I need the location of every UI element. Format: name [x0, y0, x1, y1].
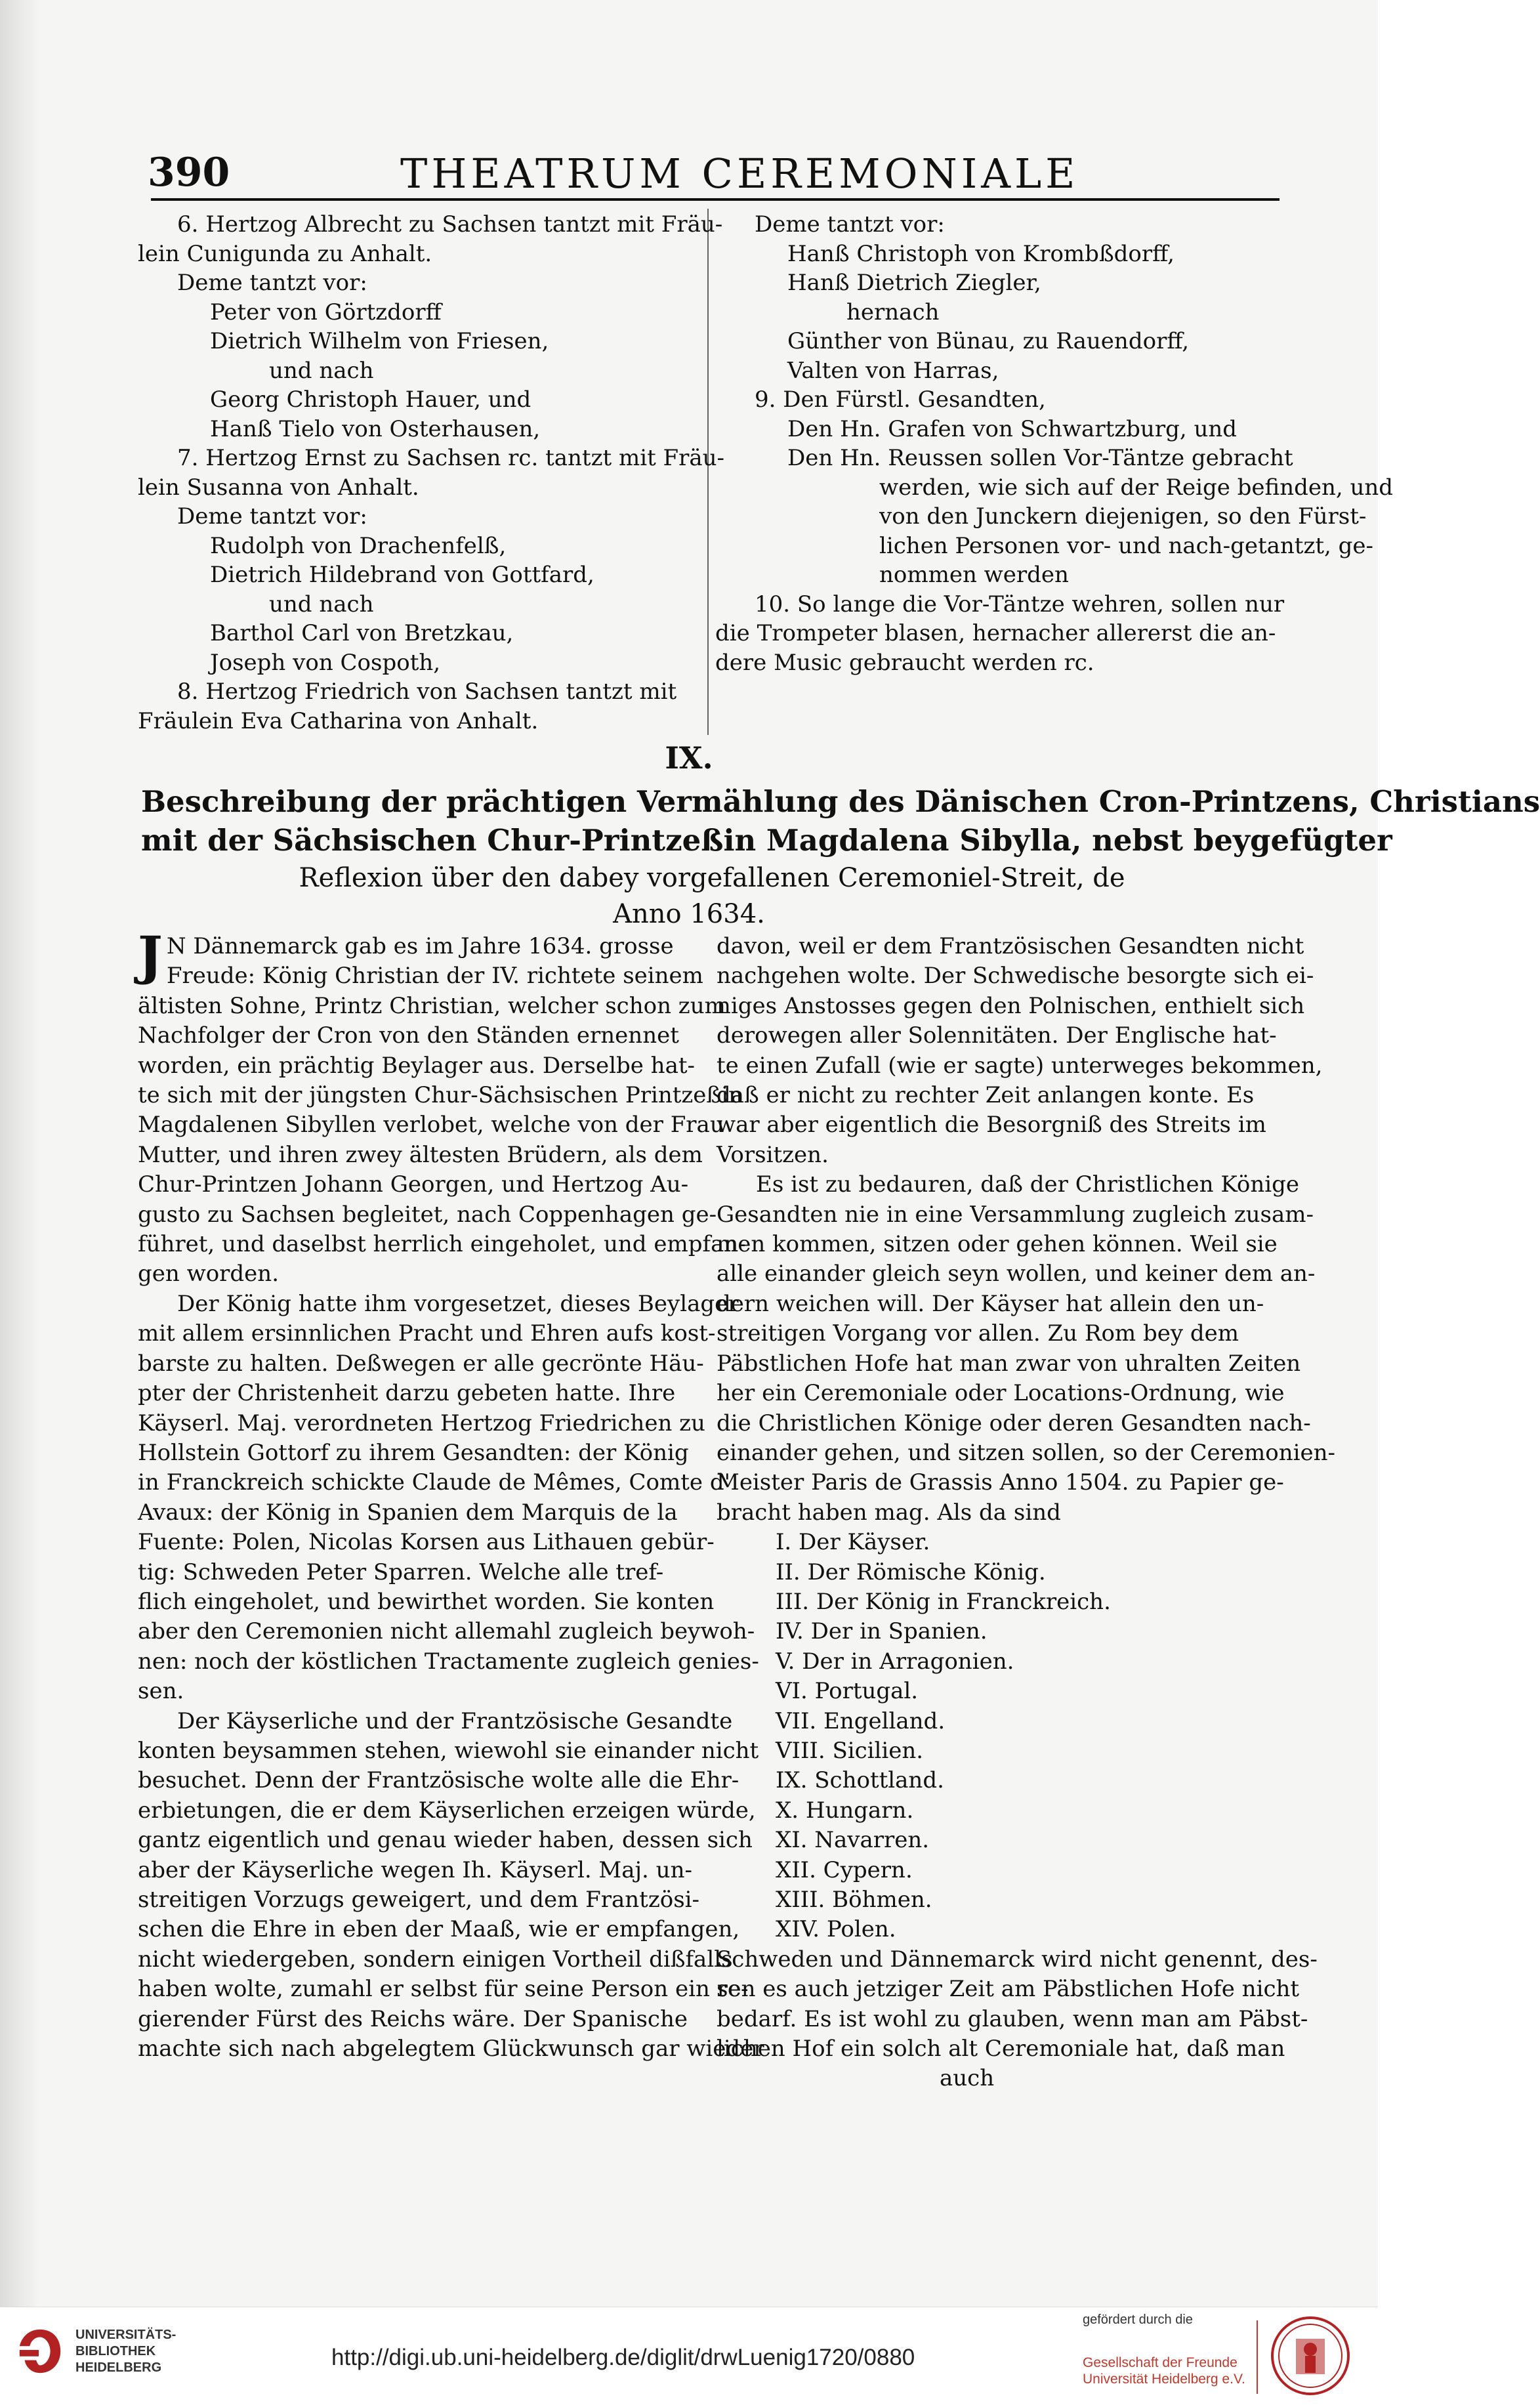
- text-line-content: von den Junckern diejenigen, so den Fürst-: [879, 503, 1367, 530]
- text-line: [138, 1349, 709, 1379]
- text-line: [717, 1528, 1286, 1557]
- text-line: [717, 1796, 1286, 1826]
- text-line: [717, 2034, 1286, 2064]
- text-line: [717, 1677, 1286, 1706]
- text-line: [715, 210, 1280, 240]
- text-line: [138, 298, 702, 327]
- text-line: [138, 1051, 709, 1081]
- text-line-content: bracht haben mag. Als da sind: [717, 1499, 1061, 1526]
- text-line-content: Avaux: der König in Spanien dem Marquis de la: [138, 1499, 678, 1526]
- text-line-content: men kommen, sitzen oder gehen können. Weil sie: [717, 1231, 1278, 1258]
- sponsor-label: gefördert durch die: [1083, 2313, 1193, 2327]
- text-line: [715, 385, 1280, 415]
- text-line: [715, 532, 1374, 561]
- text-line-content: Fuente: Polen, Nicolas Korsen aus Lithauen gebür-: [138, 1529, 715, 1556]
- text-line-content: Der König hatte ihm vorgesetzet, dieses Beylager: [177, 1290, 739, 1317]
- text-line: [717, 1468, 1286, 1497]
- text-line-content: XI. Navarren.: [776, 1827, 930, 1854]
- right-column-dance-list: [715, 210, 1394, 677]
- text-line: [717, 1081, 1286, 1110]
- library-name-line: BIBLIOTHEK: [75, 2344, 156, 2358]
- text-line-content: Günther von Bünau, zu Rauendorff,: [787, 328, 1190, 354]
- text-line: [138, 1826, 753, 1855]
- text-line: [715, 560, 1280, 590]
- text-line-content: mit allem ersinnlichen Pracht und Ehren aufs kost-: [138, 1320, 716, 1347]
- drop-cap: J: [138, 925, 163, 986]
- text-line: [717, 1230, 1286, 1259]
- text-line: [138, 961, 709, 991]
- text-line-content: tig: Schweden Peter Sparren. Welche alle tref-: [138, 1559, 664, 1585]
- text-line: [138, 1289, 739, 1319]
- text-line-content: VI. Portugal.: [776, 1678, 919, 1705]
- text-line: [715, 240, 1280, 269]
- text-line-content: Gesandten nie in eine Versammlung zugleich zusam-: [717, 1201, 1314, 1228]
- text-line-content: Hanß Dietrich Ziegler,: [787, 270, 1041, 296]
- text-line: [138, 1647, 759, 1677]
- text-line: [138, 1558, 709, 1587]
- text-line-content: gen worden.: [138, 1261, 280, 1287]
- text-line: [138, 1677, 709, 1706]
- page-number: 390: [148, 150, 230, 196]
- text-line: [717, 1200, 1314, 1230]
- text-line-content: VII. Engelland.: [776, 1707, 946, 1734]
- text-line-content: V. Der in Arragonien.: [776, 1648, 1014, 1675]
- section-number: IX.: [665, 740, 713, 776]
- text-line: [717, 1856, 1286, 1885]
- text-line-content: 8. Hertzog Friedrich von Sachsen tantzt mit: [177, 679, 677, 705]
- text-line-content: niges Anstosses gegen den Polnischen, enthielt sich: [717, 992, 1305, 1019]
- text-line: [138, 240, 702, 269]
- text-line-content: Dietrich Wilhelm von Friesen,: [210, 328, 549, 354]
- text-line: [717, 961, 1314, 991]
- library-name: [75, 2327, 176, 2376]
- text-line: [138, 2005, 709, 2034]
- text-line-content: werden, wie sich auf der Reige befinden, und: [879, 474, 1394, 501]
- text-line: [138, 1230, 746, 1259]
- text-line-content: 9. Den Fürstl. Gesandten,: [755, 387, 1046, 413]
- text-line: [717, 932, 1304, 961]
- text-line: [715, 473, 1394, 503]
- text-line: [138, 1498, 709, 1528]
- text-line-content: Fräulein Eva Catharina von Anhalt.: [138, 707, 539, 734]
- text-line: [715, 356, 1280, 386]
- text-line: [138, 619, 702, 648]
- text-line: [717, 1110, 1286, 1140]
- text-line-content: te sich mit der jüngsten Chur-Sächsischen Printzeßin: [138, 1082, 743, 1109]
- text-line-content: II. Der Römische König.: [776, 1559, 1046, 1585]
- text-line-content: bedarf. Es ist wohl zu glauben, wenn man am Päbst-: [717, 2005, 1308, 2032]
- text-line: [138, 677, 702, 707]
- text-line-content: VIII. Sicilien.: [776, 1737, 924, 1764]
- text-line-content: Den Hn. Reussen sollen Vor-Täntze gebracht: [787, 445, 1293, 471]
- text-line-content: lichen Hof ein solch alt Ceremoniale hat, daß man: [717, 2036, 1285, 2062]
- text-line-content: hernach: [846, 299, 940, 325]
- text-line-content: Käyserl. Maj. verordneten Hertzog Friedrichen zu: [138, 1410, 705, 1436]
- text-line: [717, 1885, 1286, 1915]
- text-line: [138, 415, 702, 444]
- text-line-content: XIV. Polen.: [776, 1916, 896, 1943]
- text-line-content: dere Music gebraucht werden rc.: [715, 649, 1094, 676]
- text-line-content: die Trompeter blasen, hernacher allererst die an-: [715, 620, 1276, 646]
- text-line-content: Päbstlichen Hofe hat man zwar von uhralten Zeiten: [717, 1350, 1301, 1377]
- text-line: [715, 327, 1280, 356]
- text-line: [717, 1707, 1286, 1736]
- text-line-content: Schweden und Dännemarck wird nicht genennt, des-: [717, 1946, 1318, 1973]
- text-line-content: 10. So lange die Vor-Täntze wehren, sollen nur: [755, 591, 1285, 617]
- text-line-content: Peter von Görtzdorff: [210, 299, 442, 325]
- text-line-content: und nach: [269, 591, 374, 617]
- text-line: [138, 356, 702, 386]
- text-line: [715, 268, 1280, 298]
- text-line-content: N Dännemarck gab es im Jahre 1634. grosse: [166, 933, 674, 959]
- text-line: [717, 1826, 1286, 1855]
- text-line-content: war aber eigentlich die Besorgniß des Streits im: [717, 1112, 1266, 1139]
- text-line-content: Hollstein Gottorf zu ihrem Gesandten: der König: [138, 1439, 689, 1466]
- text-line-content: Dietrich Hildebrand von Gottfard,: [210, 562, 594, 588]
- text-line: [717, 1379, 1286, 1408]
- text-line-content: lein Susanna von Anhalt.: [138, 474, 419, 501]
- text-line: [138, 1528, 715, 1557]
- text-line-content: alle einander gleich seyn wollen, und keiner dem an-: [717, 1261, 1316, 1287]
- text-line: [138, 1200, 717, 1230]
- text-line: [717, 1051, 1323, 1081]
- text-line: [717, 992, 1305, 1021]
- text-line: [138, 1170, 709, 1200]
- page-header: [148, 150, 1278, 202]
- text-line: [717, 1975, 1300, 2004]
- text-line: [138, 532, 702, 561]
- text-line-content: lichen Personen vor- und nach-getantzt, ge-: [879, 532, 1374, 559]
- text-line-content: I. Der Käyser.: [776, 1529, 930, 1556]
- text-line: [138, 648, 702, 678]
- right-column-body-text: [717, 932, 1335, 2094]
- text-line: [138, 1885, 709, 1915]
- text-line: [717, 1170, 1299, 1200]
- text-line: [715, 648, 1280, 678]
- text-line: [717, 1409, 1311, 1438]
- text-line-content: te einen Zufall (wie er sagte) unterweges bekommen,: [717, 1052, 1323, 1079]
- library-name-line: UNIVERSITÄTS-: [75, 2328, 177, 2342]
- text-line: [138, 1141, 709, 1170]
- text-line: [717, 2064, 1286, 2093]
- text-line: [717, 1558, 1286, 1587]
- text-line-content: haben wolte, zumahl er selbst für seine Person ein re-: [138, 1976, 749, 2003]
- text-line-content: gierender Fürst des Reichs wäre. Der Spanische: [138, 2005, 688, 2032]
- text-line: [138, 560, 702, 590]
- section-title-line: mit der Sächsischen Chur-Printzeßin Magdalena Sibylla, nebst beygefügter: [141, 823, 1392, 858]
- text-line-content: worden, ein prächtig Beylager aus. Derselbe hat-: [138, 1052, 695, 1079]
- text-line: [138, 444, 725, 473]
- text-line: [717, 1766, 1286, 1795]
- text-line: [138, 1438, 709, 1468]
- text-line: [138, 1736, 759, 1766]
- text-line-content: XIII. Böhmen.: [776, 1887, 932, 1913]
- text-line-content: Barthol Carl von Bretzkau,: [210, 620, 514, 646]
- university-library-logo-icon: [14, 2326, 66, 2377]
- text-line-content: nachgehen wolte. Der Schwedische besorgte sich ei-: [717, 963, 1314, 990]
- text-line-content: aber den Ceremonien nicht allemahl zugleich beywoh-: [138, 1618, 755, 1645]
- text-line: [138, 385, 702, 415]
- university-seal-icon: [1270, 2315, 1351, 2397]
- text-line: [717, 1647, 1286, 1677]
- text-line: [138, 1259, 709, 1289]
- text-line: [717, 1259, 1316, 1289]
- text-line-content: Hanß Tielo von Osterhausen,: [210, 415, 541, 442]
- text-line-content: nicht wiedergeben, sondern einigen Vortheil dißfalls: [138, 1946, 733, 1973]
- section-year: Anno 1634.: [613, 899, 765, 929]
- text-line-content: pter der Christenheit darzu gebeten hatte. Ihre: [138, 1380, 676, 1407]
- text-line: [138, 1766, 739, 1795]
- text-line: [138, 590, 702, 619]
- text-line: [138, 1587, 715, 1617]
- text-line: [717, 1945, 1318, 1975]
- text-line-content: Mutter, und ihren zwey ältesten Brüdern, als dem: [138, 1141, 703, 1168]
- text-line: [717, 1915, 1286, 1944]
- text-line-content: Der Käyserliche und der Frantzösische Gesandte: [177, 1707, 733, 1734]
- section-title-line: Beschreibung der prächtigen Vermählung des Dänischen Cron-Printzens, Christians: [141, 784, 1540, 819]
- text-line-content: III. Der König in Franckreich.: [776, 1588, 1111, 1615]
- text-line-content: Georg Christoph Hauer, und: [210, 387, 531, 413]
- text-line-content: derowegen aller Solennitäten. Der Englische hat-: [717, 1022, 1277, 1049]
- text-line-content: besuchet. Denn der Frantzösische wolte alle die Ehr-: [138, 1767, 739, 1794]
- text-line: [715, 298, 1280, 327]
- text-line-content: konten beysammen stehen, wiewohl sie einander nicht: [138, 1737, 759, 1764]
- sponsor-name: [1083, 2355, 1245, 2387]
- text-line-content: X. Hungarn.: [776, 1797, 914, 1824]
- text-line-content: Magdalenen Sibyllen verlobet, welche von der Frau: [138, 1112, 724, 1139]
- text-line: [715, 619, 1280, 648]
- text-line-content: Valten von Harras,: [787, 357, 999, 384]
- text-line: [138, 210, 723, 240]
- text-line: [717, 1736, 1286, 1766]
- text-line-content: Nachfolger der Cron von den Ständen ernennet: [138, 1022, 679, 1049]
- text-line-content: einander gehen, und sitzen sollen, so der Ceremonien-: [717, 1439, 1335, 1466]
- text-line: [715, 444, 1293, 473]
- text-line-content: schen die Ehre in eben der Maaß, wie er empfangen,: [138, 1916, 740, 1943]
- text-line: [138, 473, 702, 503]
- text-line-content: her ein Ceremoniale oder Locations-Ordnung, wie: [717, 1380, 1285, 1407]
- text-line-content: XII. Cypern.: [776, 1856, 913, 1883]
- text-line-content: sen es auch jetziger Zeit am Päbstlichen Hofe nicht: [717, 1976, 1300, 2003]
- text-line-content: streitigen Vorgang vor allen. Zu Rom bey dem: [717, 1320, 1239, 1347]
- text-line-content: aber der Käyserliche wegen Ih. Käyserl. Maj. un-: [138, 1856, 692, 1883]
- text-line: [138, 268, 702, 298]
- text-line: [138, 502, 702, 532]
- text-line-content: IX. Schottland.: [776, 1767, 944, 1794]
- text-line: [138, 1945, 733, 1975]
- text-line-content: gusto zu Sachsen begleitet, nach Coppenhagen ge-: [138, 1201, 717, 1228]
- text-line: [138, 1110, 724, 1140]
- text-line-content: Freude: König Christian der IV. richtete seinem: [166, 963, 703, 990]
- text-line-content: flich eingeholet, und bewirthet worden. Sie konten: [138, 1588, 715, 1615]
- text-line: [715, 590, 1285, 619]
- text-line-content: Deme tantzt vor:: [755, 211, 945, 238]
- text-line: [138, 1707, 733, 1736]
- header-rule: [151, 198, 1280, 201]
- text-line-content: Deme tantzt vor:: [177, 503, 367, 530]
- text-line: [717, 1021, 1286, 1051]
- text-line: [138, 1379, 709, 1408]
- text-line-content: Vorsitzen.: [717, 1141, 829, 1168]
- text-line-content: daß er nicht zu rechter Zeit anlangen konte. Es: [717, 1082, 1255, 1109]
- text-line-content: davon, weil er dem Frantzösischen Gesandten nicht: [717, 933, 1304, 959]
- sponsor-name-line: Gesellschaft der Freunde: [1083, 2355, 1238, 2370]
- text-line-content: 7. Hertzog Ernst zu Sachsen rc. tantzt mit Fräu-: [177, 445, 725, 471]
- text-line-content: barste zu halten. Deßwegen er alle gecrönte Häu-: [138, 1350, 704, 1377]
- text-line: [138, 1319, 716, 1349]
- text-line-content: Chur-Printzen Johann Georgen, und Hertzog Au-: [138, 1171, 689, 1198]
- text-line-content: dern weichen will. Der Käyser hat allein den un-: [717, 1290, 1264, 1317]
- text-line: [717, 1587, 1286, 1617]
- section-title: [141, 784, 1540, 893]
- text-line: [717, 1498, 1286, 1528]
- text-line-content: Meister Paris de Grassis Anno 1504. zu Papier ge-: [717, 1469, 1284, 1496]
- text-line: [717, 1617, 1286, 1646]
- text-line-content: streitigen Vorzugs geweigert, und dem Frantzösi-: [138, 1887, 700, 1913]
- text-line: [138, 992, 726, 1021]
- text-line: [717, 1319, 1286, 1349]
- text-line: [138, 2034, 764, 2064]
- text-line: [715, 502, 1367, 532]
- text-line: [138, 1617, 755, 1646]
- text-line-content: gantz eigentlich und genau wieder haben, dessen sich: [138, 1827, 753, 1854]
- text-line: [138, 1915, 740, 1944]
- text-line: [138, 1468, 730, 1497]
- text-line-content: nen: noch der köstlichen Tractamente zugleich genies-: [138, 1648, 759, 1675]
- permalink-url[interactable]: http://digi.ub.uni-heidelberg.de/diglit/drwLuenig1720/0880: [331, 2345, 915, 2370]
- text-line: [717, 1289, 1286, 1319]
- running-title: THEATRUM CEREMONIALE: [400, 150, 1079, 198]
- text-line: [138, 1856, 709, 1885]
- text-line-content: auch: [940, 2065, 995, 2092]
- text-line: [138, 1409, 709, 1438]
- text-line-content: IV. Der in Spanien.: [776, 1618, 988, 1645]
- viewer-footer: [0, 2307, 1378, 2407]
- sponsor-divider: [1257, 2320, 1258, 2394]
- text-line-content: nommen werden: [879, 562, 1069, 588]
- library-name-line: HEIDELBERG: [75, 2360, 162, 2375]
- sponsor-name-line: Universität Heidelberg e.V.: [1083, 2372, 1245, 2387]
- text-line-content: die Christlichen Könige oder deren Gesandten nach-: [717, 1410, 1311, 1436]
- left-column-dance-list: [138, 210, 725, 736]
- text-line-content: ältisten Sohne, Printz Christian, welcher schon zum: [138, 992, 726, 1019]
- text-line: [717, 1141, 1286, 1170]
- text-line-content: Joseph von Cospoth,: [210, 649, 441, 676]
- text-line-content: lein Cunigunda zu Anhalt.: [138, 240, 432, 267]
- text-line-content: Rudolph von Drachenfelß,: [210, 532, 507, 559]
- text-line-content: Hanß Christoph von Krombßdorff,: [787, 240, 1175, 267]
- text-line: [138, 1021, 709, 1051]
- text-line: [138, 1975, 749, 2004]
- text-line-content: Deme tantzt vor:: [177, 270, 367, 296]
- text-line-content: Es ist zu bedauren, daß der Christlichen Könige: [756, 1171, 1299, 1198]
- section-title-line: Reflexion über den dabey vorgefallenen Ceremoniel-Streit, de: [299, 863, 1125, 893]
- text-line-content: und nach: [269, 357, 374, 384]
- text-line: [138, 1081, 743, 1110]
- text-line: [715, 415, 1280, 444]
- text-line-content: Den Hn. Grafen von Schwartzburg, und: [787, 415, 1238, 442]
- text-line-content: erbietungen, die er dem Käyserlichen erzeigen würde,: [138, 1797, 756, 1824]
- text-line: [717, 2005, 1308, 2034]
- text-line: [138, 707, 702, 736]
- text-line: [138, 1796, 756, 1826]
- text-line-content: führet, und daselbst herrlich eingeholet, und empfan-: [138, 1231, 746, 1258]
- text-line: [138, 327, 702, 356]
- text-line: [717, 1438, 1335, 1468]
- text-line-content: 6. Hertzog Albrecht zu Sachsen tantzt mit Fräu-: [177, 211, 723, 238]
- text-line-content: machte sich nach abgelegtem Glückwunsch gar wieder: [138, 2036, 764, 2062]
- text-line: [717, 1349, 1301, 1379]
- left-column-body-text: [138, 925, 764, 2064]
- text-line-content: sen.: [138, 1678, 184, 1705]
- text-line-content: in Franckreich schickte Claude de Mêmes, Comte d': [138, 1469, 730, 1496]
